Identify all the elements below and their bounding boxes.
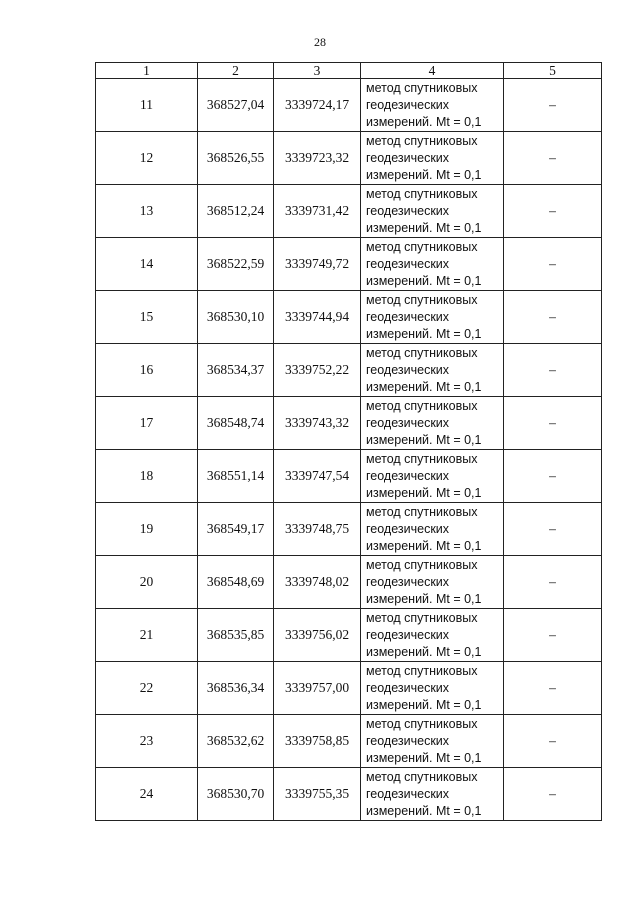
coordinate-y: 3339724,17 — [274, 79, 361, 132]
point-number: 11 — [96, 79, 198, 132]
note-cell: – — [504, 768, 602, 821]
method-line-2: геодезических — [366, 521, 450, 536]
page-number: 28 — [314, 35, 326, 49]
method-line-1: метод спутниковых — [366, 186, 478, 201]
method-line-3: измерений. Mt = 0,1 — [366, 220, 482, 235]
point-number: 20 — [96, 556, 198, 609]
point-number: 21 — [96, 609, 198, 662]
method-line-2: геодезических — [366, 150, 450, 165]
method-line-2: геодезических — [366, 574, 450, 589]
note-cell: – — [504, 609, 602, 662]
coordinates-table — [95, 62, 602, 821]
note-cell: – — [504, 662, 602, 715]
method-line-1: метод спутниковых — [366, 610, 478, 625]
method-cell — [361, 291, 504, 344]
table-row — [96, 609, 602, 662]
method-line-2: геодезических — [366, 786, 450, 801]
method-cell — [361, 450, 504, 503]
coordinate-x: 368548,74 — [198, 397, 274, 450]
coordinate-y: 3339752,22 — [274, 344, 361, 397]
method-line-2: геодезических — [366, 680, 450, 695]
method-line-1: метод спутниковых — [366, 239, 478, 254]
method-line-1: метод спутниковых — [366, 133, 478, 148]
method-line-1: метод спутниковых — [366, 504, 478, 519]
note-cell: – — [504, 556, 602, 609]
method-line-1: метод спутниковых — [366, 345, 478, 360]
coordinate-x: 368522,59 — [198, 238, 274, 291]
method-line-2: геодезических — [366, 309, 450, 324]
coordinate-y: 3339748,02 — [274, 556, 361, 609]
point-number: 17 — [96, 397, 198, 450]
note-cell: – — [504, 132, 602, 185]
point-number: 15 — [96, 291, 198, 344]
method-line-2: геодезических — [366, 97, 450, 112]
table-row — [96, 768, 602, 821]
coordinate-y: 3339749,72 — [274, 238, 361, 291]
method-line-1: метод спутниковых — [366, 716, 478, 731]
coordinate-x: 368526,55 — [198, 132, 274, 185]
coordinate-x: 368532,62 — [198, 715, 274, 768]
method-line-2: геодезических — [366, 468, 450, 483]
table-row — [96, 715, 602, 768]
method-line-3: измерений. Mt = 0,1 — [366, 379, 482, 394]
coordinate-y: 3339743,32 — [274, 397, 361, 450]
coordinate-y: 3339756,02 — [274, 609, 361, 662]
point-number: 14 — [96, 238, 198, 291]
column-header-4: 4 — [361, 63, 504, 79]
method-cell — [361, 556, 504, 609]
point-number: 22 — [96, 662, 198, 715]
method-line-3: измерений. Mt = 0,1 — [366, 538, 482, 553]
header-row — [96, 63, 602, 79]
table-row — [96, 397, 602, 450]
table-row — [96, 503, 602, 556]
method-line-3: измерений. Mt = 0,1 — [366, 114, 482, 129]
method-cell — [361, 344, 504, 397]
coordinate-x: 368535,85 — [198, 609, 274, 662]
point-number: 16 — [96, 344, 198, 397]
method-cell — [361, 238, 504, 291]
point-number: 12 — [96, 132, 198, 185]
method-line-3: измерений. Mt = 0,1 — [366, 644, 482, 659]
note-cell: – — [504, 185, 602, 238]
coordinate-x: 368551,14 — [198, 450, 274, 503]
coordinate-x: 368548,69 — [198, 556, 274, 609]
coordinate-y: 3339723,32 — [274, 132, 361, 185]
method-line-2: геодезических — [366, 627, 450, 642]
coordinate-y: 3339758,85 — [274, 715, 361, 768]
column-header-2: 2 — [198, 63, 274, 79]
coordinate-x: 368512,24 — [198, 185, 274, 238]
method-cell — [361, 79, 504, 132]
coordinate-x: 368527,04 — [198, 79, 274, 132]
column-header-1: 1 — [96, 63, 198, 79]
method-line-1: метод спутниковых — [366, 663, 478, 678]
method-line-2: геодезических — [366, 362, 450, 377]
method-line-3: измерений. Mt = 0,1 — [366, 803, 482, 818]
method-cell — [361, 185, 504, 238]
coordinate-x: 368549,17 — [198, 503, 274, 556]
coordinate-x: 368530,10 — [198, 291, 274, 344]
table-row — [96, 556, 602, 609]
point-number: 13 — [96, 185, 198, 238]
coordinate-x: 368534,37 — [198, 344, 274, 397]
method-line-1: метод спутниковых — [366, 451, 478, 466]
method-line-3: измерений. Mt = 0,1 — [366, 432, 482, 447]
table-row — [96, 185, 602, 238]
method-cell — [361, 715, 504, 768]
method-line-1: метод спутниковых — [366, 557, 478, 572]
method-line-1: метод спутниковых — [366, 292, 478, 307]
note-cell: – — [504, 344, 602, 397]
method-line-1: метод спутниковых — [366, 80, 478, 95]
coordinate-y: 3339755,35 — [274, 768, 361, 821]
column-header-3: 3 — [274, 63, 361, 79]
coordinate-y: 3339747,54 — [274, 450, 361, 503]
table-row — [96, 79, 602, 132]
method-line-1: метод спутниковых — [366, 769, 478, 784]
method-cell — [361, 397, 504, 450]
table-row — [96, 450, 602, 503]
coordinate-y: 3339744,94 — [274, 291, 361, 344]
coordinate-x: 368530,70 — [198, 768, 274, 821]
table-row — [96, 132, 602, 185]
note-cell: – — [504, 238, 602, 291]
point-number: 24 — [96, 768, 198, 821]
note-cell: – — [504, 397, 602, 450]
column-header-5: 5 — [504, 63, 602, 79]
method-line-3: измерений. Mt = 0,1 — [366, 750, 482, 765]
method-line-2: геодезических — [366, 256, 450, 271]
point-number: 23 — [96, 715, 198, 768]
method-cell — [361, 662, 504, 715]
note-cell: – — [504, 450, 602, 503]
point-number: 18 — [96, 450, 198, 503]
table-row — [96, 238, 602, 291]
method-line-2: геодезических — [366, 415, 450, 430]
coordinate-y: 3339757,00 — [274, 662, 361, 715]
method-line-3: измерений. Mt = 0,1 — [366, 273, 482, 288]
coordinate-y: 3339731,42 — [274, 185, 361, 238]
method-line-3: измерений. Mt = 0,1 — [366, 697, 482, 712]
method-line-2: геодезических — [366, 203, 450, 218]
point-number: 19 — [96, 503, 198, 556]
table-row — [96, 291, 602, 344]
coordinate-y: 3339748,75 — [274, 503, 361, 556]
method-cell — [361, 132, 504, 185]
method-cell — [361, 503, 504, 556]
note-cell: – — [504, 291, 602, 344]
table-row — [96, 344, 602, 397]
method-line-3: измерений. Mt = 0,1 — [366, 591, 482, 606]
coordinate-x: 368536,34 — [198, 662, 274, 715]
method-line-3: измерений. Mt = 0,1 — [366, 326, 482, 341]
method-line-2: геодезических — [366, 733, 450, 748]
method-cell — [361, 609, 504, 662]
method-line-1: метод спутниковых — [366, 398, 478, 413]
method-cell — [361, 768, 504, 821]
note-cell: – — [504, 715, 602, 768]
method-line-3: измерений. Mt = 0,1 — [366, 167, 482, 182]
method-line-3: измерений. Mt = 0,1 — [366, 485, 482, 500]
note-cell: – — [504, 79, 602, 132]
table-row — [96, 662, 602, 715]
note-cell: – — [504, 503, 602, 556]
